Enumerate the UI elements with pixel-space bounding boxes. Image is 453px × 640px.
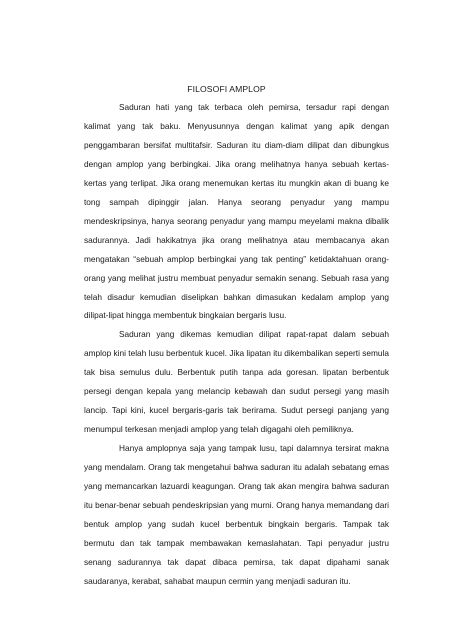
document-title: FILOSOFI AMPLOP	[187, 84, 266, 94]
paragraph-1: Saduran hati yang tak terbaca oleh pemirsa, tersadur rapi dengan kalimat yang tak baku. Menyusunnya dengan kalimat yang apik dengan penggambaran bersifat multitafsir. Saduran itu diam-diam dilipat dan dibungkus dengan amplop yang berbingkai. Jika orang melihatnya hanya sebuah kertas-kertas yang terlipat. Jika orang menemukan kertas itu mungkin akan di buang ke tong sampah dipinggir jalan. Hanya seorang penyadur yang mampu mendeskripsinya, hanya seorang penyadur yang mampu meyelami makna dibalik sadurannya. Jadi hakikatnya jika orang melihatnya atau membacanya akan mengatakan “sebuah amplop berbingkai yang tak penting” ketidaktahuan orang-orang yang melihat justru membuat penyadur semakin senang. Sebuah rasa yang telah disadur kemudian diselipkan bahkan dimasukan kedalam amplop yang dilipat-lipat hingga membentuk bingkaian bergaris lusu.	[84, 102, 389, 321]
paragraph-3: Hanya amplopnya saja yang tampak lusu, tapi dalamnya tersirat makna yang mendalam. Orang tak mengetahui bahwa saduran itu adalah sebatang emas yang memancarkan lazuardi keagungan. Orang tak akan mengira bahwa saduran itu benar-benar sebuah pendeskripsian yang murni. Orang hanya memandang dari bentuk amplop yang sudah kucel berbentuk bingkain bergaris. Tampak tak bermutu dan tak tampak membawakan kemaslahatan. Tapi penyadur justru senang sadurannya tak dapat dibaca pemirsa, tak dapat dipahami sanak saudaranya, kerabat, sahabat maupun cermin yang menjadi saduran itu.	[84, 443, 389, 586]
document-body	[84, 98, 389, 591]
paragraph-2: Saduran yang dikemas kemudian dilipat rapat-rapat dalam sebuah amplop kini telah lusu berbentuk kucel. Jika lipatan itu dikembalikan seperti semula tak bisa semulus dulu. Berbentuk putih tanpa ada goresan. lipatan berbentuk persegi dengan kepala yang melancip kebawah dan sudut persegi yang masih lancip. Tapi kini, kucel bergaris-garis tak berirama. Sudut persegi panjang yang menumpul terkesan menjadi amplop yang telah digagahi oleh pemiliknya.	[84, 329, 389, 435]
